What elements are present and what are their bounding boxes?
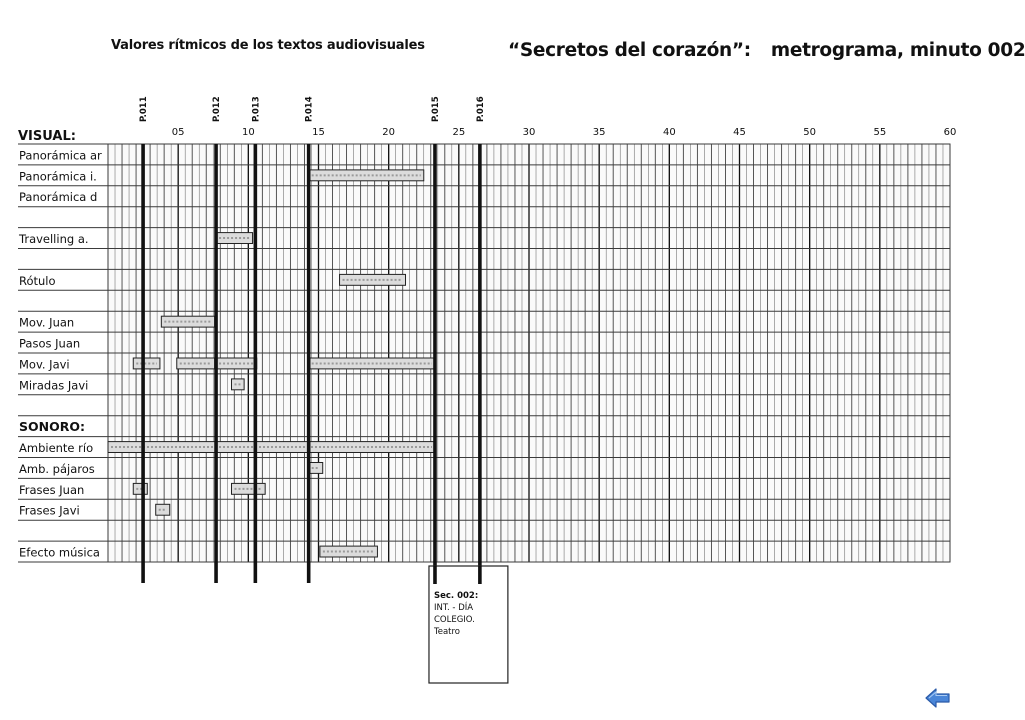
row-label: Amb. pájaros <box>19 461 95 476</box>
row-label: Panorámica d <box>19 190 98 205</box>
diagram-subtitle: Valores rítmicos de los textos audiovisuales <box>111 38 425 53</box>
plane-marker-label: P.016 <box>475 96 486 122</box>
sequence-box-line: Sec. 002: <box>433 591 479 601</box>
row-label: Miradas Javi <box>19 378 89 393</box>
timeline-segment <box>309 170 424 181</box>
back-arrow-icon[interactable] <box>925 686 951 710</box>
time-tick-label: 10 <box>241 127 255 138</box>
time-tick-label: 55 <box>873 127 887 138</box>
timeline-segment <box>231 379 244 390</box>
section-label-sonoro: SONORO: <box>19 419 85 435</box>
row-label: Frases Juan <box>19 482 85 497</box>
row-label: Mov. Juan <box>19 315 75 330</box>
time-tick-label: 15 <box>312 127 325 138</box>
title-metrogram: metrograma, minuto 002 <box>770 40 1025 61</box>
sequence-box-line: COLEGIO. <box>433 615 475 625</box>
row-label: Efecto música <box>19 545 100 560</box>
row-label: Frases Javi <box>19 503 80 518</box>
time-tick-label: 30 <box>522 127 536 138</box>
time-tick-label: 40 <box>662 127 676 138</box>
time-tick-label: 50 <box>803 127 817 138</box>
time-tick-label: 25 <box>452 127 466 138</box>
row-label: Panorámica i. <box>19 169 97 184</box>
plane-marker-label: P.014 <box>304 96 315 122</box>
plane-marker-label: P.015 <box>430 96 441 122</box>
time-tick-label: 35 <box>592 127 606 138</box>
row-label: Pasos Juan <box>19 336 81 351</box>
sequence-box-line: INT. - DÍA <box>433 603 474 613</box>
row-label: Rótulo <box>19 273 56 288</box>
plane-marker-label: P.011 <box>139 96 150 122</box>
row-label: Travelling a. <box>19 232 89 246</box>
plane-marker-label: P.013 <box>251 96 262 122</box>
sequence-box-line: Teatro <box>433 627 461 637</box>
time-tick-label: 20 <box>382 127 396 138</box>
time-tick-label: 45 <box>733 127 746 138</box>
time-tick-label: 60 <box>943 127 957 138</box>
time-tick-label: 05 <box>171 127 185 138</box>
row-label: Ambiente río <box>19 441 94 455</box>
plane-marker-label: P.012 <box>212 96 223 122</box>
title-film-name: “Secretos del corazón”: <box>508 40 751 61</box>
row-label: Mov. Javi <box>19 357 70 372</box>
row-label: Panorámica ar <box>19 148 102 163</box>
section-label-visual: VISUAL: <box>18 129 76 144</box>
